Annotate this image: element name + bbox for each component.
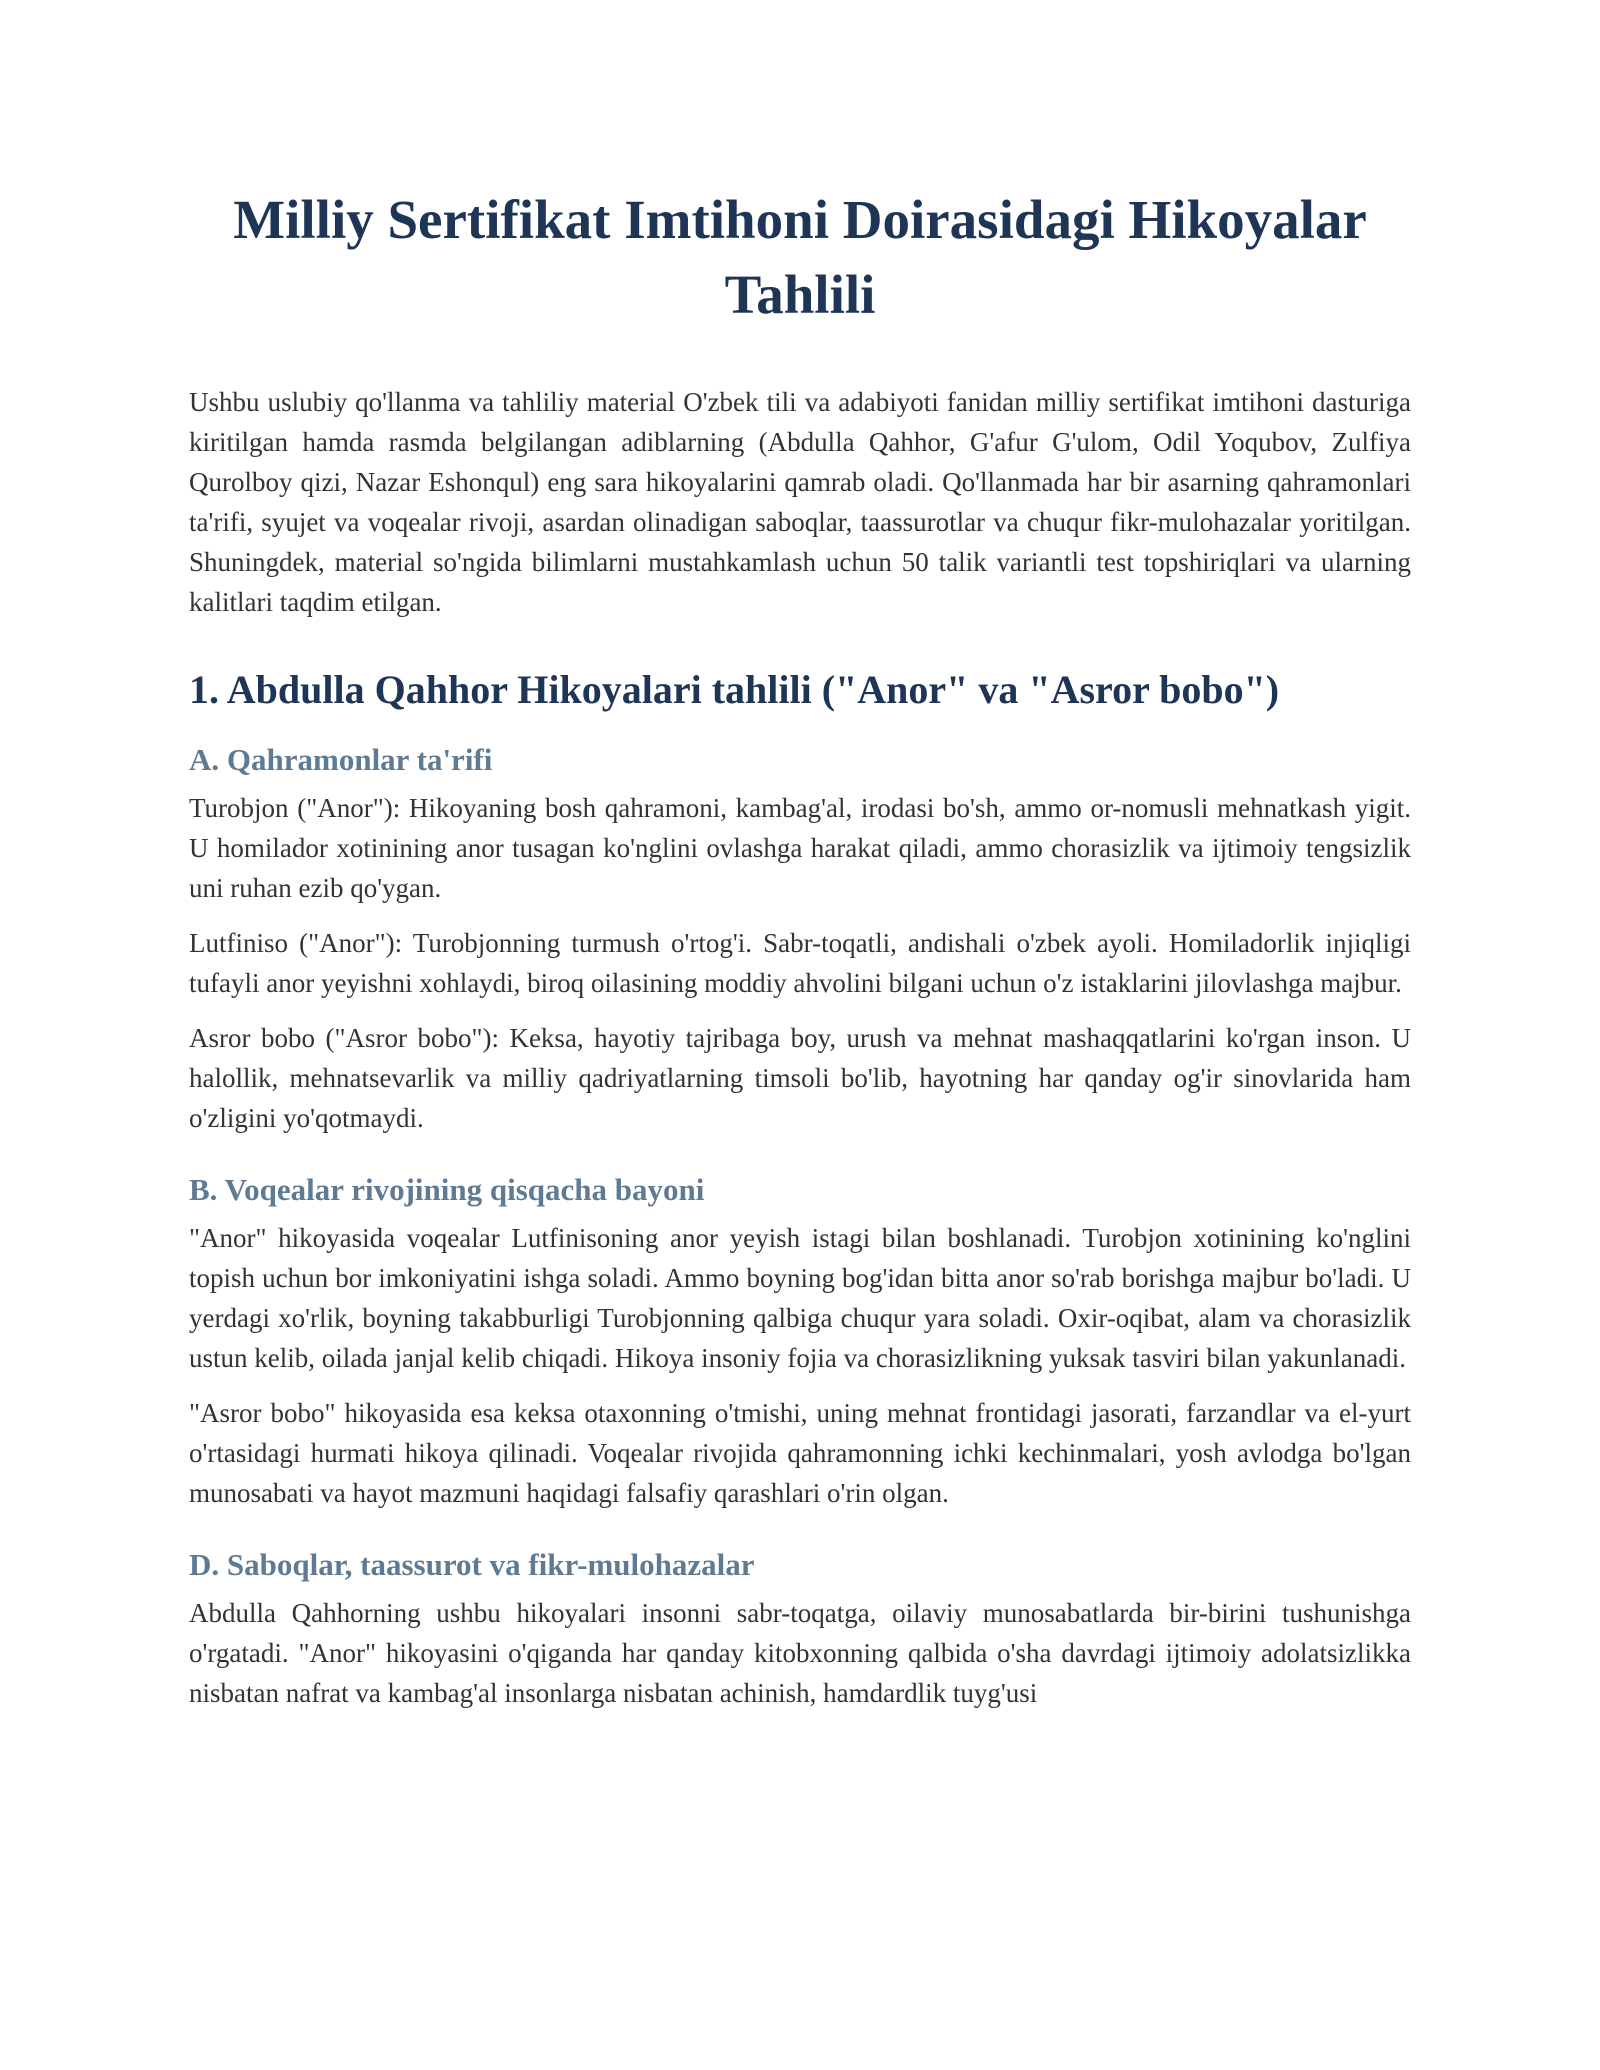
intro-paragraph: Ushbu uslubiy qo'llanma va tahliliy material O'zbek tili va adabiyoti fanidan milliy sertifikat imtihoni dasturiga kiritilgan hamda rasmda belgilangan adiblarning (Abdulla Qahhor, G'afur G'ulom, Odil Yoqubov, Zulfiya Qurolboy qizi, Nazar Eshonqul) eng sara hikoyalarini qamrab oladi. Qo'llanmada har bir asarning qahramonlari ta'rifi, syujet va voqealar rivoji, asardan olinadigan saboqlar, taassurotlar va chuqur fikr-mulohazalar yoritilgan. Shuningdek, material so'ngida bilimlarni mustahkamlash uchun 50 talik variantli test topshiriqlari va ularning kalitlari taqdim etilgan. [189,387,1411,617]
paragraph-asror-bobo-plot: "Asror bobo" hikoyasida esa keksa otaxonning o'tmishi, uning mehnat frontidagi jasorati, farzandlar va el-yurt o'rtasidagi hurmati hikoya qilinadi. Voqealar rivojida qahramonning ichki kechinmalari, yosh avlodga bo'lgan munosabati va hayot mazmuni haqidagi falsafiy qarashlari o'rin olgan. [189,1398,1411,1508]
section-heading: 1. Abdulla Qahhor Hikoyalari tahlili ("Anor" va "Asror bobo") [189,667,1280,712]
paragraph-anor-plot: "Anor" hikoyasida voqealar Lutfinisoning anor yeyish istagi bilan boshlanadi. Turobjon xotinining ko'nglini topish uchun bor imkoniyatini ishga soladi. Ammo boyning bog'idan bitta anor so'rab borishga majbur bo'ladi. U yerdagi xo'rlik, boyning takabburligi Turobjonning qalbiga chuqur yara soladi. Oxir-oqibat, alam va chorasizlik ustun kelib, oilada janjal kelib chiqadi. Hikoya insoniy fojia va chorasizlikning yuksak tasviri bilan yakunlanadi. [189,1223,1411,1373]
subsection-heading-b: B. Voqealar rivojining qisqacha bayoni [189,1172,705,1207]
paragraph-lessons: Abdulla Qahhorning ushbu hikoyalari insonni sabr-toqatga, oilaviy munosabatlarda bir-birini tushunishga o'rgatadi. "Anor" hikoyasini o'qiganda har qanday kitobxonning qalbida o'sha davrdagi ijtimoiy adolatsizlikka nisbatan nafrat va kambag'al insonlarga nisbatan achinish, hamdardlik tuyg'usi [189,1598,1411,1708]
paragraph-lutfiniso: Lutfiniso ("Anor"): Turobjonning turmush o'rtog'i. Sabr-toqatli, andishali o'zbek ayoli. Homiladorlik injiqligi tufayli anor yeyishni xohlaydi, biroq oilasining moddiy ahvolini bilgani uchun o'z istaklarini jilovlashga majbur. [189,928,1411,998]
subsection-heading-d: D. Saboqlar, taassurot va fikr-mulohazalar [189,1547,755,1582]
paragraph-asror-bobo: Asror bobo ("Asror bobo"): Keksa, hayotiy tajribaga boy, urush va mehnat mashaqqatlarini ko'rgan inson. U halollik, mehnatsevarlik va milliy qadriyatlarning timsoli bo'lib, hayotning har qanday og'ir sinovlarida ham o'zligini yo'qotmaydi. [189,1023,1411,1133]
subsection-heading-a: A. Qahramonlar ta'rifi [189,742,493,777]
document-title: Milliy Sertifikat Imtihoni Doirasidagi Hikoyalar Tahlili [233,189,1367,325]
paragraph-turobjon: Turobjon ("Anor"): Hikoyaning bosh qahramoni, kambag'al, irodasi bo'sh, ammo or-nomusli mehnatkash yigit. U homilador xotinining anor tusagan ko'nglini ovlashga harakat qiladi, ammo chorasizlik va ijtimoiy tengsizlik uni ruhan ezib qo'ygan. [189,793,1411,903]
document-page [189,182,1411,1713]
